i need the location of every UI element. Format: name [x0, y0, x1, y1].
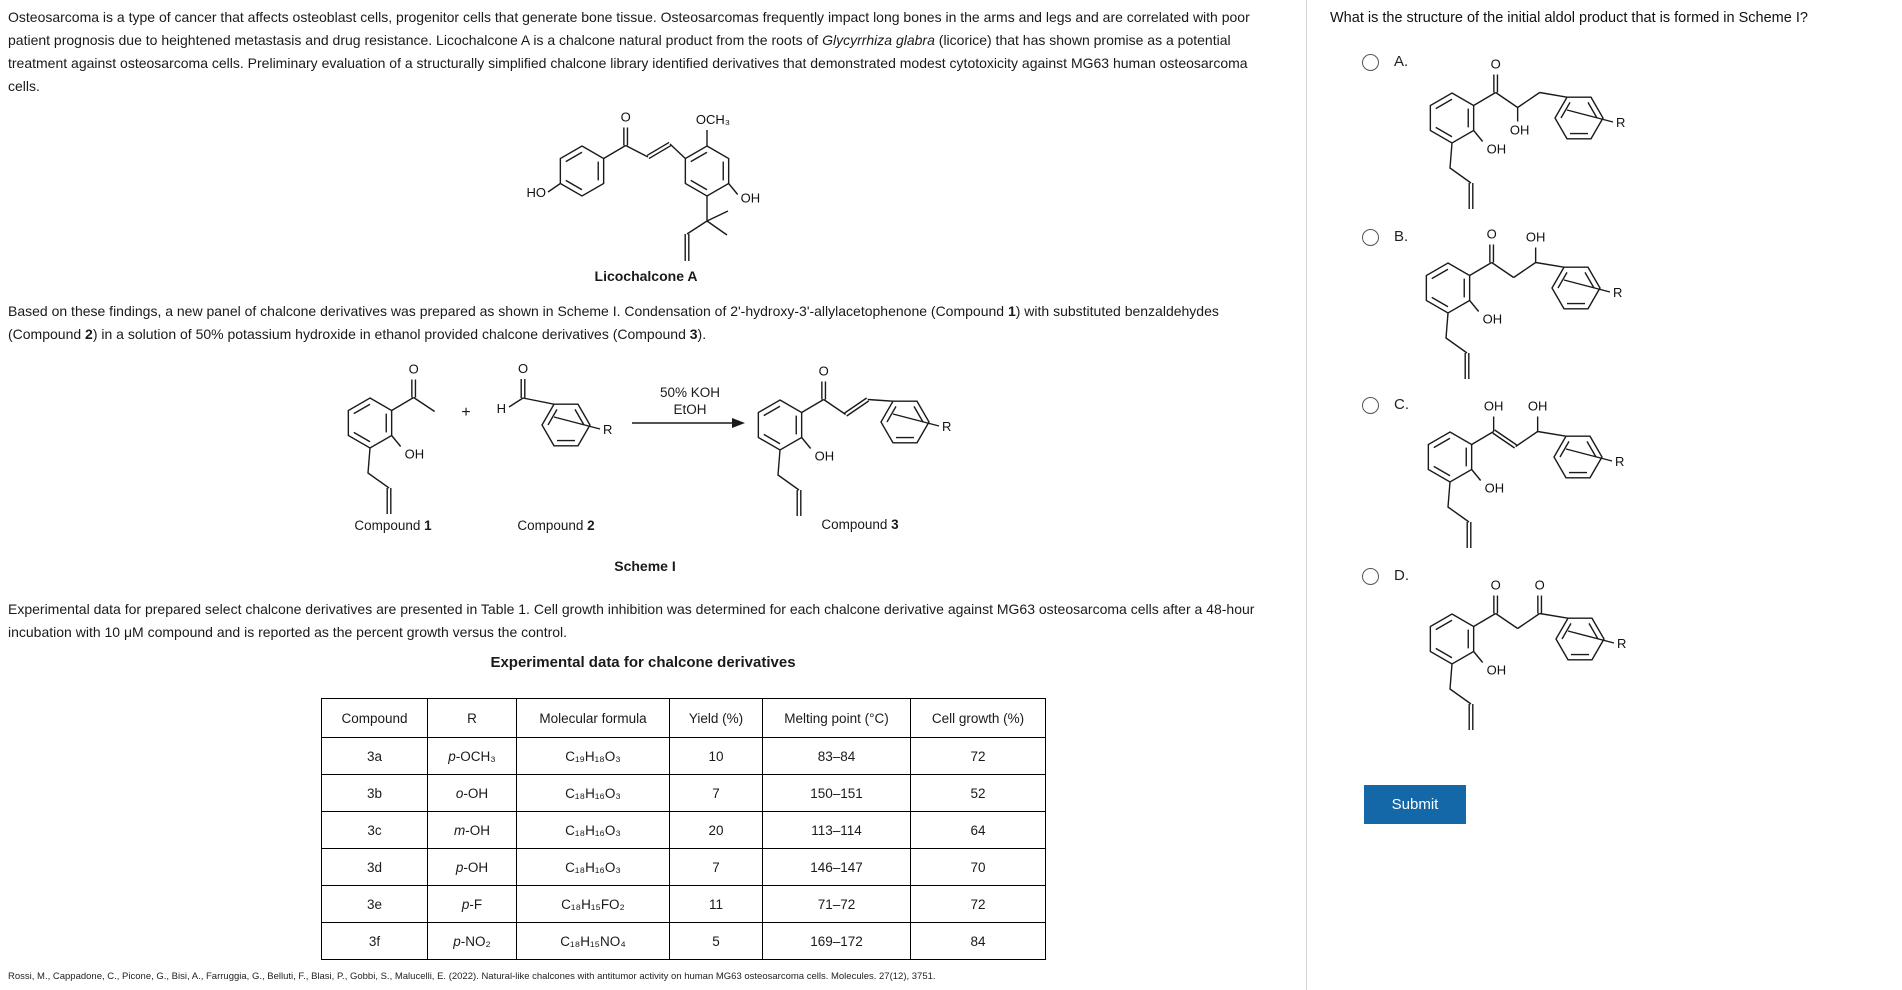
option-d-structure: [1415, 558, 1650, 758]
oh-label: OH: [1486, 662, 1507, 678]
oh-label: OH: [740, 190, 761, 206]
option-b-letter: B.: [1394, 228, 1409, 245]
plus-sign: +: [461, 404, 471, 421]
o-label: O: [1534, 577, 1545, 593]
r-label: R: [603, 422, 613, 437]
ho-label: HO: [526, 185, 546, 200]
option-b-structure: [1415, 218, 1650, 393]
cell-yield: 11: [670, 886, 763, 923]
cell-yield: 7: [670, 849, 763, 886]
r-label: R: [942, 419, 952, 434]
cell-compound: 3f: [322, 923, 428, 960]
o-label: O: [1490, 56, 1501, 72]
o-label: O: [1490, 577, 1501, 593]
licochalcone-a: [500, 95, 805, 285]
passage-paragraph-2: Based on these findings, a new panel of chalcone derivatives was prepared as shown in Scheme I. Condensation of 2'-hydroxy-3'-allylacetophenone (Compound 1) with substituted benzaldehydes (Compound 2) in a solution of 50% potassium hydroxide in ethanol provided chalcone derivatives (Compound 3).: [8, 303, 1219, 342]
cell-growth: 72: [911, 738, 1046, 775]
oh-label: OH: [404, 446, 425, 462]
compound-1-label: Compound 1: [354, 518, 432, 533]
cell-formula: C₁₈H₁₆O₃: [517, 812, 670, 849]
table-row: [322, 738, 1046, 775]
reaction-arrow: [628, 383, 753, 435]
option-a-radio[interactable]: [1362, 54, 1379, 71]
compound-3: [750, 358, 970, 533]
r-label: R: [1616, 115, 1626, 130]
oh-label: OH: [1483, 398, 1504, 414]
o-label: O: [818, 363, 829, 379]
cell-yield: 20: [670, 812, 763, 849]
cell-yield: 7: [670, 775, 763, 812]
cell-formula: C₁₈H₁₅NO₄: [517, 923, 670, 960]
oh-label: OH: [1509, 122, 1530, 138]
r-label: R: [1615, 454, 1625, 469]
cell-r: p-OH: [428, 849, 517, 886]
cell-growth: 70: [911, 849, 1046, 886]
cell-growth: 84: [911, 923, 1046, 960]
cell-growth: 52: [911, 775, 1046, 812]
option-a-structure: [1415, 45, 1650, 220]
cell-yield: 10: [670, 738, 763, 775]
option-b-radio[interactable]: [1362, 229, 1379, 246]
cell-formula: C₁₉H₁₈O₃: [517, 738, 670, 775]
cell-r: m-OH: [428, 812, 517, 849]
table-header-cell: R: [428, 699, 517, 738]
r-label: R: [1617, 636, 1627, 651]
compound-1: [290, 358, 460, 528]
cell-r: p-OCH₃: [428, 738, 517, 775]
conditions-koh: 50% KOH: [659, 385, 721, 400]
cell-compound: 3a: [322, 738, 428, 775]
arrow-head: [732, 418, 745, 428]
table-header-cell: Cell growth (%): [911, 699, 1046, 738]
compound-2-label: Compound 2: [517, 518, 595, 533]
cell-compound: 3b: [322, 775, 428, 812]
table-row: [322, 849, 1046, 886]
table-row: [322, 923, 1046, 960]
o-label: O: [620, 109, 631, 125]
option-c-radio[interactable]: [1362, 397, 1379, 414]
cell-r: o-OH: [428, 775, 517, 812]
o-label: O: [408, 361, 419, 377]
cell-compound: 3d: [322, 849, 428, 886]
option-a-letter: A.: [1394, 53, 1409, 70]
o-label: O: [517, 361, 529, 376]
question-text: What is the structure of the initial aldol product that is formed in Scheme I?: [1330, 10, 1808, 26]
table-header-row: [322, 699, 1046, 738]
cell-compound: 3c: [322, 812, 428, 849]
table-row: [322, 775, 1046, 812]
oh-label: OH: [814, 448, 835, 464]
scheme-title: Scheme I: [614, 558, 676, 574]
cell-growth: 72: [911, 886, 1046, 923]
cell-yield: 5: [670, 923, 763, 960]
table-header-cell: Compound: [322, 699, 428, 738]
submit-button[interactable]: Submit: [1364, 785, 1466, 824]
compound-3-label: Compound 3: [821, 517, 899, 532]
table-header-cell: Yield (%): [670, 699, 763, 738]
option-d-letter: D.: [1394, 567, 1409, 584]
conditions-etoh: EtOH: [673, 402, 707, 417]
cell-formula: C₁₈H₁₆O₃: [517, 849, 670, 886]
oh-label: OH: [1482, 311, 1503, 327]
cell-mp: 150–151: [763, 775, 911, 812]
passage-paragraph-3: Experimental data for prepared select chalcone derivatives are presented in Table 1. Cell growth inhibition was determined for each chalcone derivative against MG63 osteosarcoma cells after a 48-hour incubation with 10 μM compound and is reported as the percent growth versus the control.: [8, 601, 1255, 640]
table-header-cell: Melting point (°C): [763, 699, 911, 738]
oh-label: OH: [1486, 141, 1507, 157]
cell-r: p-NO₂: [428, 923, 517, 960]
cell-formula: C₁₈H₁₅FO₂: [517, 886, 670, 923]
table-row: [322, 812, 1046, 849]
panel-divider: [1306, 0, 1307, 990]
cell-mp: 169–172: [763, 923, 911, 960]
o-label: O: [1486, 226, 1497, 242]
r-label: R: [1613, 285, 1623, 300]
option-d-radio[interactable]: [1362, 568, 1379, 585]
cell-compound: 3e: [322, 886, 428, 923]
passage-paragraph-1: Osteosarcoma is a type of cancer that affects osteoblast cells, progenitor cells that generate bone tissue. Osteosarcomas frequently impact long bones in the arms and legs and are correlated with poor patient prognosis due to heightened metastasis and drug resistance. Licochalcone A is a chalcone natural product from the roots of Glycyrrhiza glabra (licorice) that has shown promise as a potential treatment against osteosarcoma cells. Preliminary evaluation of a structurally simplified chalcone library identified derivatives that demonstrated modest cytotoxicity against MG63 human osteosarcoma cells.: [8, 9, 1250, 94]
data-table: [321, 698, 1046, 960]
och3-label: OCH₃: [695, 112, 731, 127]
oh-label: OH: [1527, 398, 1548, 414]
cell-mp: 113–114: [763, 812, 911, 849]
cell-mp: 146–147: [763, 849, 911, 886]
cell-r: p-F: [428, 886, 517, 923]
table-row: [322, 886, 1046, 923]
oh-label: OH: [1525, 229, 1546, 245]
cell-mp: 83–84: [763, 738, 911, 775]
oh-label: OH: [1484, 480, 1505, 496]
table-header-cell: Molecular formula: [517, 699, 670, 738]
h-label: H: [496, 401, 506, 416]
cell-formula: C₁₈H₁₆O₃: [517, 775, 670, 812]
cell-mp: 71–72: [763, 886, 911, 923]
table-title: Experimental data for chalcone derivatives: [490, 654, 796, 671]
option-c-structure: [1415, 388, 1650, 563]
licochalcone-a-label: Licochalcone A: [594, 268, 698, 284]
compound-2: [480, 358, 630, 478]
option-c-letter: C.: [1394, 396, 1409, 413]
cell-growth: 64: [911, 812, 1046, 849]
citation: Rossi, M., Cappadone, C., Picone, G., Bisi, A., Farruggia, G., Belluti, F., Blasi, P., Gobbi, S., Malucelli, E. (2022). Natural-like chalcones with antitumor activity on human MG63 osteosarcoma cells. Molecules. 27(12), 3751.: [8, 971, 936, 982]
